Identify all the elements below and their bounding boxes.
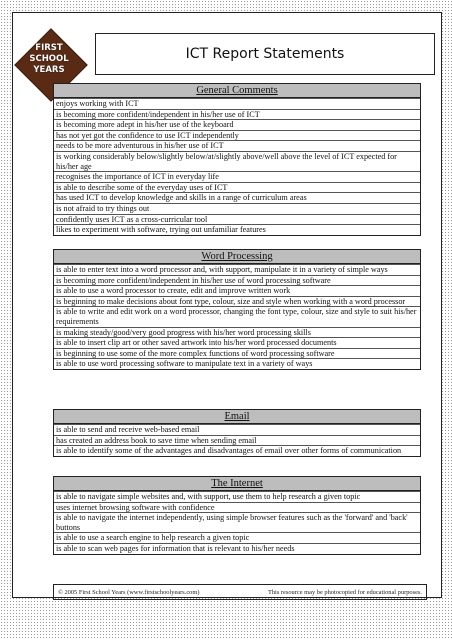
logo-line: YEARS [33, 65, 65, 75]
worksheet-page [12, 12, 442, 598]
section-heading: General Comments [54, 84, 420, 98]
section-the-internet [53, 476, 421, 555]
page-footer [53, 584, 427, 600]
statement-row: recognises the importance of ICT in everyday life [54, 171, 420, 182]
statement-row: uses internet browsing software with confidence [54, 502, 420, 513]
statement-row: has created an address book to save time when sending email [54, 435, 420, 446]
page-title: ICT Report Statements [95, 33, 435, 75]
statement-row: likes to experiment with software, trying out unfamiliar features [54, 224, 420, 235]
section-heading: The Internet [54, 477, 420, 491]
statement-row: is able to navigate simple websites and, with support, use them to help research a given topic [54, 491, 420, 502]
statement-row: is able to insert clip art or other saved artwork into his/her word processed documents [54, 337, 420, 348]
logo-line: SCHOOL [29, 54, 69, 64]
section-word-processing [53, 249, 421, 370]
statement-row: is becoming more confident/independent in his/her use of word processing software [54, 275, 420, 286]
statement-row: confidently uses ICT as a cross-curricular tool [54, 214, 420, 225]
section-email [53, 409, 421, 457]
statement-row: is beginning to use some of the more complex functions of word processing software [54, 348, 420, 359]
copyright-text: © 2005 First School Years (www.firstschoolyears.com) [58, 588, 200, 596]
statement-row: has used ICT to develop knowledge and skills in a range of curriculum areas [54, 192, 420, 203]
photocopy-notice: This resource may be photocopied for educational purposes. [267, 588, 422, 596]
statement-row: is able to identify some of the advantages and disadvantages of email over other forms of communication [54, 445, 420, 456]
section-heading: Word Processing [54, 250, 420, 264]
statement-row: enjoys working with ICT [54, 98, 420, 109]
statement-row: is beginning to make decisions about font type, colour, size and style when working with a word processor [54, 296, 420, 307]
statement-row: is able to enter text into a word processor and, with support, manipulate it in a variety of simple ways [54, 264, 420, 275]
statement-row: is making steady/good/very good progress with his/her word processing skills [54, 327, 420, 338]
statement-row: is becoming more adept in his/her use of the keyboard [54, 119, 420, 130]
statement-row: is becoming more confident/independent in his/her use of ICT [54, 109, 420, 120]
statement-row: is able to scan web pages for information that is relevant to his/her needs [54, 543, 420, 554]
section-heading: Email [54, 410, 420, 424]
statement-row: is able to use word processing software to manipulate text in a variety of ways [54, 358, 420, 369]
statement-row: has not yet got the confidence to use ICT independently [54, 130, 420, 141]
statement-row: is working considerably below/slightly below/at/slightly above/well above the level of ICT expected for his/her age [54, 151, 420, 171]
logo-line: FIRST [35, 43, 63, 53]
statement-row: is able to use a search engine to help research a given topic [54, 532, 420, 543]
section-general-comments [53, 83, 421, 236]
statement-row: is not afraid to try things out [54, 203, 420, 214]
logo-text [17, 43, 81, 76]
statement-row: is able to send and receive web-based email [54, 424, 420, 435]
statement-row: is able to navigate the internet independently, using simple browser features such as the 'forward' and 'back' buttons [54, 512, 420, 532]
statement-row: is able to describe some of the everyday uses of ICT [54, 182, 420, 193]
statement-row: is able to use a word processor to create, edit and improve written work [54, 285, 420, 296]
statement-row: is able to write and edit work on a word processor, changing the font type, colour, size and style to suit his/her requirements [54, 306, 420, 326]
statement-row: needs to be more adventurous in his/her use of ICT [54, 140, 420, 151]
